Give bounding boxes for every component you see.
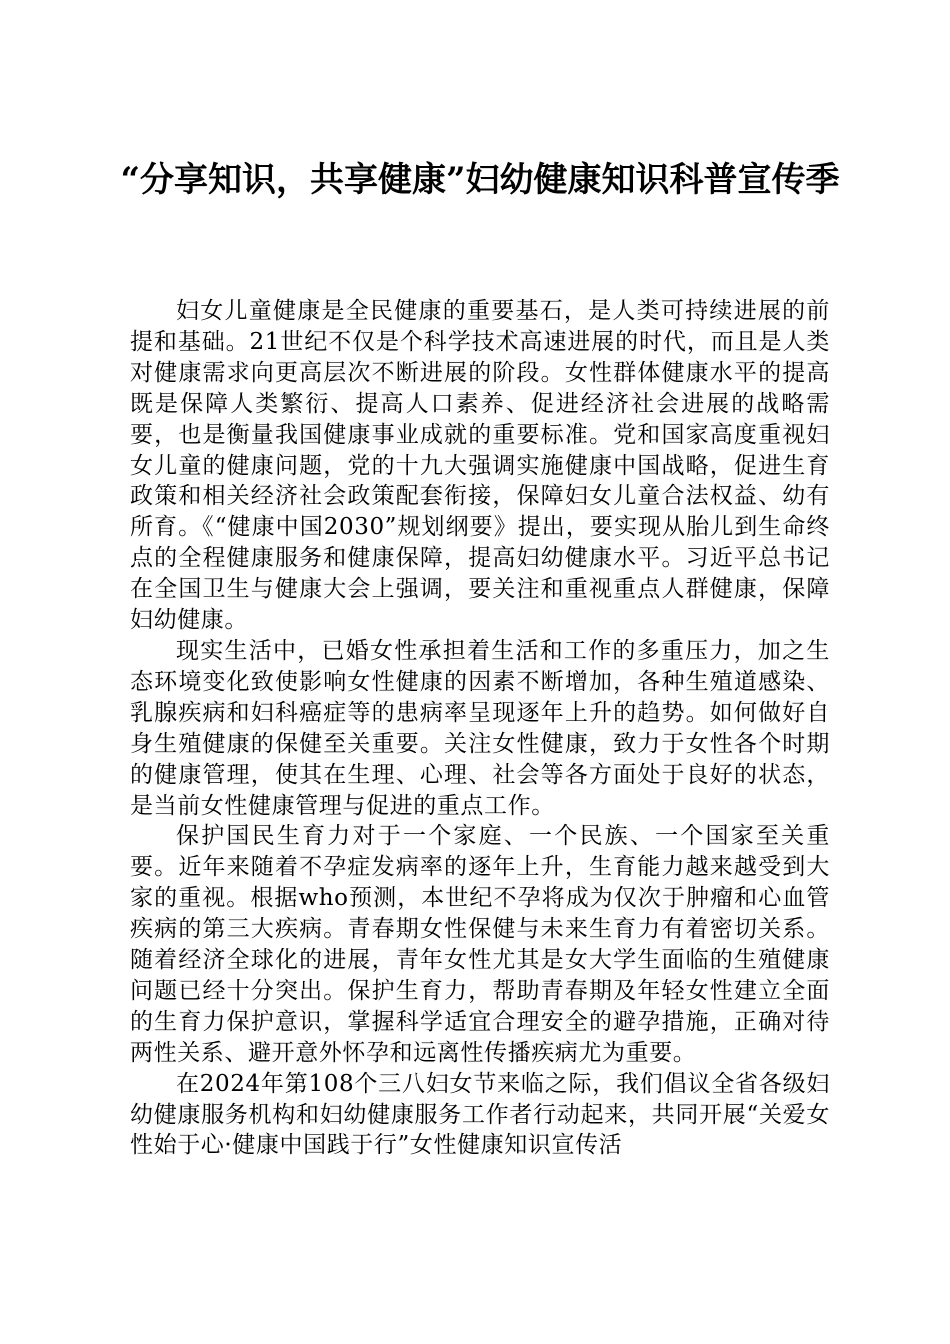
paragraph-3: 保护国民生育力对于一个家庭、一个民族、一个国家至关重要。近年来随着不孕症发病率的逐年上升，生育能力越来越受到大家的重视。根据who预测，本世纪不孕将成为仅次于肿瘤和心血管疾病的第三大疾病。青春期女性保健与未来生育力有着密切关系。随着经济全球化的进展，青年女性尤其是女大学生面临的生殖健康问题已经十分突出。保护生育力，帮助青春期及年轻女性建立全面的生育力保护意识，掌握科学适宜合理安全的避孕措施，正确对待两性关系、避开意外怀孕和远离性传播疾病尤为重要。	[130, 823, 830, 1066]
paragraph-4: 在2024年第108个三八妇女节来临之际，我们倡议全省各级妇幼健康服务机构和妇幼健康服务工作者行动起来，共同开展“关爱女性始于心·健康中国践于行”女性健康知识宣传活	[130, 1070, 830, 1159]
paragraph-2: 现实生活中，已婚女性承担着生活和工作的多重压力，加之生态环境变化致使影响女性健康的因素不断增加，各种生殖道感染、乳腺疾病和妇科癌症等的患病率呈现逐年上升的趋势。如何做好自身生殖健康的保健至关重要。关注女性健康，致力于女性各个时期的健康管理，使其在生理、心理、社会等各方面处于良好的状态，是当前女性健康管理与促进的重点工作。	[130, 637, 830, 819]
document-title: “分享知识，共享健康”妇幼健康知识科普宣传季	[120, 160, 840, 200]
paragraph-1: 妇女儿童健康是全民健康的重要基石，是人类可持续进展的前提和基础。21世纪不仅是个科学技术高速进展的时代，而且是人类对健康需求向更高层次不断进展的阶段。女性群体健康水平的提高既是保障人类繁衍、提高人口素养、促进经济社会进展的战略需要，也是衡量我国健康事业成就的重要标准。党和国家高度重视妇女儿童的健康问题，党的十九大强调实施健康中国战略，促进生育政策和相关经济社会政策配套衔接，保障妇女儿童合法权益、幼有所育。《“健康中国2030”规划纲要》提出，要实现从胎儿到生命终点的全程健康服务和健康保障，提高妇幼健康水平。习近平总书记在全国卫生与健康大会上强调，要关注和重视重点人群健康，保障妇幼健康。	[130, 298, 830, 634]
document-body	[130, 296, 830, 1161]
